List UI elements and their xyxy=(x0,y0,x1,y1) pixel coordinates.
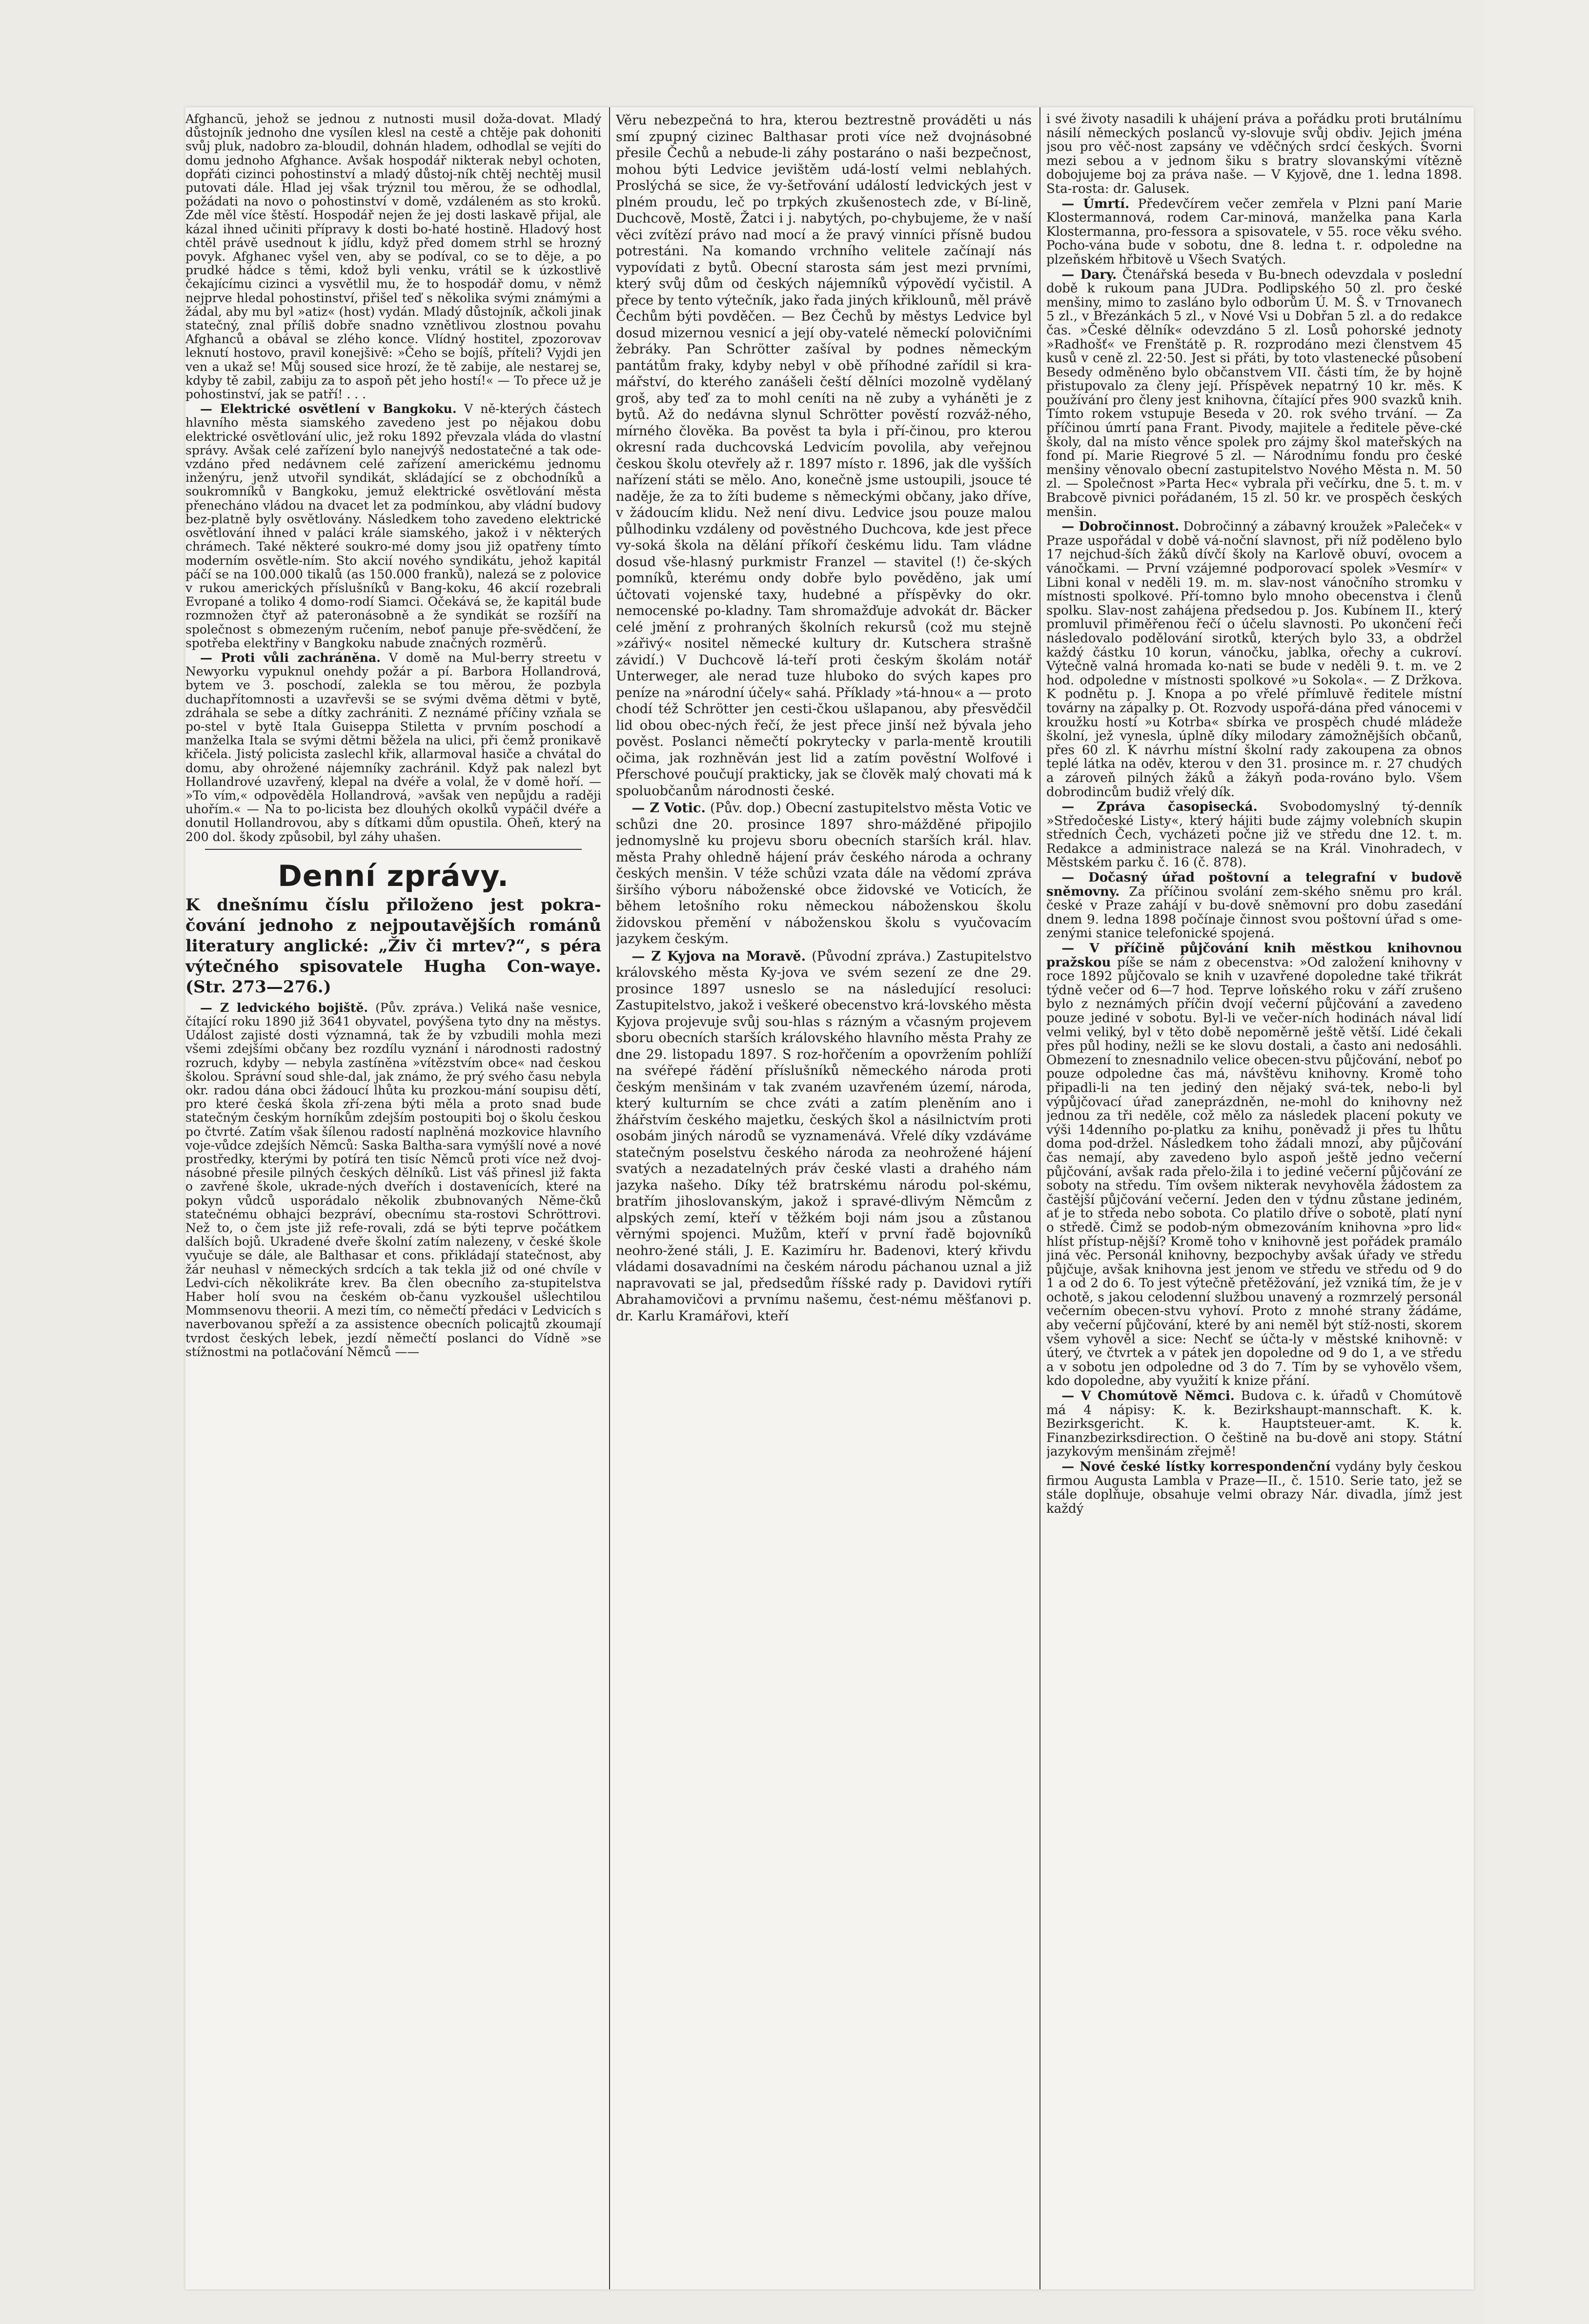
section-title: Denní zprávy. xyxy=(278,859,509,893)
article-obituary xyxy=(1046,197,1462,267)
article-body: píše se nám z obecenstva: »Od založení knihovny v roce 1892 půjčovalo se knih v uzavřené dopoledne také třikrát týdně večer od 6—7 hod. Teprve loňského roku v září zrušeno bylo z neznámých příčin dvojí večerní půjčování a zavedeno pouze jediné v sobotu. Byl-li ve večer-ních hodinách nával lidí velmi veliký, byl v těto době nepoměrně ještě větší. Lidé čekali přes půl hodiny, nežli se ke slovu dostali, a často ani nedosáhli. Obmezení to znesnadnilo velice obecen-stvu půjčování, neboť po pouze odpoledne čas má, návštěvu knihovny. Kromě toho připadli-li na ten jediný den nějaký svá-tek, nebo-li byl výpůjčovací úřad zaneprázdněn, ne-mohl do knihovny než jednou za tři neděle, což mělo za následek placení pokuty ve výši 14denního po-platku za knihu, poněvadž ji přes tu lhůtu doma pod-držel. Následkem toho žádali mnozí, aby půjčování čas nemají, aby zavedeno bylo aspoň ještě jedno večerní půjčování, avšak rada přelo-žila i to jediné večerní půjčování ze soboty na středu. Tím ovšem nikterak nevyhověla žádostem za častější půjčování večerní. Jeden den v týdnu zůstane jediném, ať je to středa nebo sobota. Co platilo dříve o sobotě, platí nyní o středě. Čimž se podob-ným obmezováním knihovna »pro lid« hlíst přístup-nější? Kromě toho v knihovně jest pořádek pramálo jiná věc. Personál knihovny, bezpochyby avšak úřady ve středu půjčuje, avšak knihovna jest jenom ve středu ve středu od 9 do 1 a od 2 do 6. To jest výtečně přetěžování, jež vzniká tím, že je v ochotě, s jakou celodenní službou unavený a rozmrzelý personál večerním obecen-stvu vyhoví. Proto z mnohé strany žádáme, aby večerní půjčování, které by ani neměl být stíž-nosti, skorem všem vyhověl a sice: Nechť se účta-ly v městské knihovně: v úterý, ve čtvrtek a v pátek jen dopoledne od 9 do 1, a ve středu a v sobotu jen odpoledne od 3 do 7. Tím by se vyhovělo všem, kdo dopoledne, aby využití k knize přání. xyxy=(1046,955,1462,1389)
newspaper-page xyxy=(185,107,1474,2289)
article-rescue xyxy=(185,651,601,844)
article-ledvice xyxy=(185,1001,601,1359)
article-charity xyxy=(1046,520,1462,799)
article-heading: — V příčině půjčování knih městkou knihovnou pražskou xyxy=(1046,941,1462,970)
article-kyjov-continued: i své životy nasadili k uhájení práva a pořádku proti brutálnímu násilí německých poslanců vy-slovuje svůj obdiv. Jejich jména jsou pro věč-nost zapsány ve vděčných srdcí českých. Svorni mezi sebou a v jednom šiku s bratry slovanskými vítězně dobojujeme boj za práva naše. — V Kyjově, dne 1. ledna 1898. Sta-rosta: dr. Galusek. xyxy=(1046,112,1462,196)
article-afghan-hospitality: Afghancũ, jehož se jednou z nutnosti musil doža-dovat. Mladý důstojník jednoho dne vysílen klesl na cestě a chtěje pak dohoniti svůj pluk, nadobro za-bloudil, dohnán hladem, odhodlal se vejíti do domu jednoho Afghance. Avšak hospodář nikterak nebyl ochoten, dopřáti cizinci pohostinství a mladý důstoj-ník chtěj nechtěj musil putovati dále. Hlad jej však trýznil tou měrou, že se odhodlal, požádati na novo o pohostinství v domě, vzdáleném as sto kroků. Zde měl více štěstí. Hospodář nejen že jej dosti laskavě přijal, ale kázal ihned učiniti přípravy k dosti bo-haté hostině. Hladový host chtěl právě usednout k jídlu, když před domem strhl se hrozný povyk. Afghanec vyšel ven, aby se podíval, co se to děje, a po prudké hádce s těmi, kdož byli venku, vrátil se k úzkostlivě čekajícímu cizinci a vysvětlil mu, že to hospodář domu, v němž nejprve hledal pohostinství, přišel teď s několika svými známými a žádal, aby mu byl »atiz« (host) vydán. Mladý důstojník, ačkoli jinak statečný, znal příliš dobře snadno vznětlivou zlostnou povahu Afghanců a obával se zlého konce. Vlídný hostitel, zpozorovav leknutí hostovo, pravil konejšivě: »Čeho se bojíš, příteli? Vyjdi jen ven a ukaž se! Můj soused sice hrozí, že tě zabije, ale nestarej se, kdyby tě zabil, zabiju za to aspoň pět jeho hostí!« — To přece už je pohostinství, jak se patří! . . . xyxy=(185,112,601,402)
article-heading: — Zpráva časopisecká. xyxy=(1061,800,1258,815)
article-votice xyxy=(616,800,1032,947)
article-bangkok-lighting xyxy=(185,402,601,650)
article-body: Dobročinný a zábavný kroužek »Paleček« v Praze uspořádal v době vá-noční slavnost, při níž poděleno bylo 17 nejchud-ších žáků dívčí školy na Karlově obuví, ovocem a vánočkami. — První vzájemné podporovací spolek »Vesmír« v Libni konal v neděli 19. m. m. slav-nost vánočního stromku v místnosti spolkové. Pří-tomno bylo mnoho obecenstva i členů spolku. Slav-nost zahájena předsedou p. Jos. Kubínem II., který promluvil přiměřenou řečí o účelu slavnosti. Po ukončení řeči následovalo podělování sirotků, kterých bylo 33, a obdržel každý částku 10 korun, vánočku, jablka, ořechy a cukroví. Výtečně valná hromada ko-nati se bude v neděli 9. t. m. ve 2 hod. odpoledne v místnosti spolkové »u Sokola«. — Z Držkova. K podnětu p. J. Knopa a po vřelé přímluvě ředitele místní továrny na zápalky p. Ot. Rozvody uspořá-dána před vánocemi v kroužku hostí »u Kotrba« sbírka ve prospěch chudé mládeže školní, jež vynesla, úplně díky milodary zámožnějších občanů, přes 60 zl. K návrhu místní školní rady zakoupena za obnos teplé látka na oděv, kterou v den 31. prosince m. r. 27 chudých a zároveň pilných žáků a žákyň poda-rováno bylo. Všem dobrodincům budiž vřelý dík. xyxy=(1046,519,1462,800)
article-body: V ně-kterých částech hlavního města siamského zavedeno jest po nějakou dobu elektrické osvětlování ulic, jež roku 1892 převzala vláda do vlastní správy. Avšak celé zařízení bylo nanejvýš nedostatečné a tak ode-vzdáno před nedávnem celé zařízení americkému jednomu inženýru, jenž utvořil syndikát, skládající se z obchodníků a soukromníků v Bangkoku, jemuž elektrické osvětlování města přenecháno vládou na dvacet let za podmínkou, aby vládní budovy bez-platně byly osvětlovány. Následkem toho zavedeno elektrické osvětlování ihned v paláci krále siamského, jakož i v některých chrámech. Také některé soukro-mé domy jsou již opatřeny tímto moderním osvětle-ním. Sto akcií nového syndikátu, jehož kapitál páčí se na 100.000 tikalů (as 150.000 franků), nalezá se z polovice v rukou amerických příslušníků v Bang-koku, 46 akcií rozebrali Evropané a toliko 4 domo-rodí Siamci. Očekává se, že kapitál bude rozmnožen čtyř až pateronásobně a že syndikát se rozšíří na společnost s obmezeným ručením, neboť panuje pře-svědčení, že spotřeba elektřiny v Bangkoku nabude značných rozměrů. xyxy=(185,402,601,650)
article-press-notice xyxy=(1046,800,1462,870)
article-post-office xyxy=(1046,871,1462,941)
article-heading: — Dobročinnost. xyxy=(1061,519,1180,535)
article-body: (Pův. dop.) Obecní zastupitelstvo města Votic ve schůzi dne 20. prosince 1897 shro-mážděné připojilo jednomyslně ku projevu sboru obecních starších král. hlav. města Prahy ohledně hájení práv českého národa a ochrany českých menšin. V téže schůzi vzata dále na vědomí zpráva širšího výboru náboženské obce židovské ve Voticích, že během letošního roku německou náboženskou školu židovskou přemění v náboženskou školu s vyučovacím jazykem českým. xyxy=(616,801,1032,946)
article-heading: — Nové české lístky korrespondenční xyxy=(1061,1460,1331,1474)
section-divider xyxy=(205,849,582,850)
article-library xyxy=(1046,942,1462,1388)
article-kyjov xyxy=(616,948,1032,1325)
article-body: Budova c. k. úřadů v Chomútově má 4 nápisy: K. k. Bezirkshaupt-mannschaft. K. k. Bezirksgericht. K. k. Hauptsteuer-amt. K. k. Finanzbezirksdirection. O češtině na bu-dově ani stopy. Státní jazykovým menšinám zřejmě! xyxy=(1046,1389,1462,1460)
article-body: (Původní zpráva.) Zastupitelstvo královského města Ky-jova ve svém sezení ze dne 29. prosince 1897 usneslo se na následující resoluci: Zastupitelstvo, jakož i veškeré obecenstvo krá-lovského města Kyjova projevuje svůj sou-hlas s rázným a včasným projevem sboru obecních starších královského hlavního města Prahy ze dne 29. listopadu 1897. S roz-hořčením a opovržením pohlíží na svéřepé řádění příslušníků německého národa proti českým menšinám v tak zvaném uzavřeném území, národa, který kulturním se chce zváti a zatím pleněním ano i žhářstvím českého majetku, českých škol a násilnictvím proti osobám jiných národů se vyznamenává. Vřelé díky vzdáváme statečným poselstvu českého národa za neohrožené hájení svatých a nezadatelných práv české vlasti a drahého nám jazyka našeho. Díky též bratrskému národu pol-skému, bratřím jihoslovanským, jakož i spravé-dlivým Němcům z alpských zemí, kteří v těžkém boji nám jsou a zůstanou věrnými spojenci. Mužům, kteří v první řadě bojovníků neohro-žené stáli, J. E. Kazimíru hr. Badenovi, který křivdu vládami dosavadními na českém národu páchanou uznal a již napravovati se jal, předsedům říšské rady p. Davidovi rytíři Abrahamovičovi a prvnímu našemu, čest-nému měšťanovi p. dr. Karlu Kramářovi, kteří xyxy=(616,948,1032,1324)
article-gifts xyxy=(1046,268,1462,519)
article-body: Čtenářská beseda v Bu-bnech odevzdala v poslední době k rukoum pana JUDra. Podlipského 50 zl. pro české menšiny, mimo to zasláno bylo odborům Ú. M. Š. v Trnovanech 5 zl., v Březánkách 5 zl., v Nové Vsi u Dobřan 5 zl. a do redakce čas. »České dělník« odevzdáno 5 zl. Losů pohorské jednoty »Radhošť« ve Frenštátě p. R. rozprodáno mezi členstvem 45 kusů v ceně zl. 22·50. Jest si přáti, by toto vlastenecké působení Besedy odměněno bylo občanstvem VII. části tím, že by hojně přistupovalo za členy její. Příspěvek nepatrný 10 kr. měs. K používání pro členy jest knihovna, čítající přes 900 svazků knih. Tímto rokem vstupuje Beseda v 20. rok svého trvání. — Za příčinou úmrtí pana Frant. Pivody, majitele a ředitele pěve-cké školy, dal na místo věnce spolek pro zájmy škol mateřských na fond pí. Marie Riegrové 5 zl. — Národnímu fondu pro české menšiny věnovalo obecní zastupitelstvo Nového Města n. M. 50 zl. — Společnost »Parta Hec« vybrala při večírku, dne 5. t. m. v Brabcově pivnici pořádaném, 15 zl. 50 kr. ve prospěch českých menšin. xyxy=(1046,267,1462,519)
article-heading: — Úmrtí. xyxy=(1061,196,1130,211)
page-margin xyxy=(1484,0,1589,2324)
article-body: Za příčinou svolání zem-ského sněmu pro král. české v Praze zahájí v bu-dově sněmovní pro dobu zasedání dnem 9. ledna 1898 počínaje činnost svou poštovní úřad s ome-zenými stanice telefonické spojená. xyxy=(1046,884,1462,941)
column-1 xyxy=(185,112,601,2280)
article-heading: — Proti vůli zachráněna. xyxy=(200,650,381,665)
article-postcards xyxy=(1046,1460,1462,1516)
column-2 xyxy=(616,112,1032,2280)
article-heading: — Z Kyjova na Moravě. xyxy=(632,948,806,964)
article-body: Svobodomyslný tý-denník »Středočeské Listy«, který hájiti bude zájmy volebních skupin středních Čech, vycházeti počne již ve středu dne 12. t. m. Redakce a administrace nalezá se na Král. Vinohradech, v Městském parku č. 16 (č. 878). xyxy=(1046,800,1462,870)
article-heading: — Elektrické osvětlení v Bangkoku. xyxy=(200,402,457,416)
article-body: (Pův. zpráva.) Veliká naše vesnice, čítající roku 1890 již 3641 obyvatel, povýšena tyto dny na městys. Událost zajisté dosti významná, tak že by vzbudili mohla mezi všemi zdejšími občany bez rozdílu vyznání i národnosti radostný rozruch, kdyby — nebyla zastíněna »vítězstvím obce« nad českou školou. Správní soud shle-dal, jak známo, že prý svého času nebyla okr. radou dána obci žádoucí lhůta ku prozkou-mání soupisu dětí, pro které česká škola zří-zena býti měla a proto snad bude statečným českým horníkům zdejším postoupiti boj o školu českou po čtvrté. Zatím však šílenou radostí naplněná mozkovice hlavního voje-vůdce zdejších Němců: Saska Baltha-sara vymýšlí nové a nové prostředky, kterými by potírá ten tisíc Němců proti více než dvoj-násobné přesile pilných českých dělníků. List váš přinesl již fakta o zavřené škole, ukrade-ných dveřích i dostavenících, které na pokyn vůdců usporádalo několik zbubnovaných Něme-čků statečnému obhajci bezpráví, obecnímu sta-rostovi Schröttrovi. Než to, o čem jste již refe-rovali, zdá se býti teprve počátkem dalších bojů. Ukradené dveře školní zatím nalezeny, v české škole vyučuje se dále, ale Balthasar et cons. přikládají statečnost, aby žár neuhasl v německých srdcích a tak tekla již od oné chvíle v Ledvi-cích několikráte krev. Ba člen obecního za-stupitelstva Haber holí svou na českém ob-čanu vyzkoušel ušlechtilou Mommsenovu theorii. A mezi tím, co němečtí předáci v Ledvicích s naverbovanou spřeží a za assistence obecních policajtů zkoumají tvrdost českých lebek, jezdí němečtí poslanci do Vídně »se stížnostmi na potlačování Němců —— xyxy=(185,1000,601,1359)
article-heading: — Dočasný úřad poštovní a telegrafní v budově sněmovny. xyxy=(1046,870,1462,899)
article-chomutov xyxy=(1046,1389,1462,1459)
article-ledvice-continued: Věru nebezpečná to hra, kterou beztrestně prováděti u nás smí zpupný cizinec Balthasar proti více než dvojnásobné přesile Čechů a nebude-li záhy postaráno o naši bezpečnost, mohou býti Ledvice jevištěm udá-lostí velmi neblahých. Proslýchá se sice, že vy-šetřování událostí ledvických jest v plném proudu, leč po trpkých zkušenostech zde, v Bí-lině, Duchcově, Mostě, Žatci i j. nabytých, po-chybujeme, že v naší věci zvítězí právo nad mocí a že pravý vinníci přísně budou potrestáni. Na komando vrchního velitele začínají nás vypovídati z bytů. Obecní starosta sám jest mezi prvními, který svůj dům od českých nájemníků výpovědí vyčistil. A přece by tento výtečník, jako řada jiných křiklounů, měl právě Čechům býti povděčen. — Bez Čechů by městys Ledvice byl dosud mizernou vesnicí a její oby-vatelé německí polovičními žebráky. Pan Schrötter zašíval by podnes německým pantátům fraky, kdyby nebyl v obě příhodné zařídil si kra-mářství, do kterého zanášeli čeští dělníci mozolně vydělaný groš, aby teď za to mohl ceníti na ně zuby a vyháněti je z bytů. Až do nedávna slynul Schrötter pověstí rozváž-ného, mírného člověka. Ba pověst ta byla i pří-činou, pro kterou okresní rada duchcovská Ledvicím povolila, aby veřejnou českou školu otevřely až r. 1897 místo r. 1896, jak dle vyšších nařízení státi se mělo. Ano, konečně jsme ustoupili, jsouce té naděje, že za to žíti budeme s německými občany, jako dříve, v žádoucím klidu. Než není divu. Ledvice jsou pouze malou půlhodinku vzdáleny od pověstného Duchcova, kde jest přece vy-soká škola na dělání příkoří českému lidu. Tam vládne dosud vše-hlasný purkmistr Franzel — stavitel (!) če-ských pomníků, kterému ondy dobře bylo pověděno, jak umí účtovati vojenské taxy, hudebné a příspěvky do okr. nemocenské po-kladny. Tam shromažďuje advokát dr. Bäcker celé jmění z prohraných školních rekursů (což mu stejně »zářivý« nositel německé kultury dr. Kutschera strašně závidí.) V Duchcově lá-teří proti českým školám notář Unterweger, ale nerad tuze hluboko do svých kapes pro peníze na »národní účely« sahá. Příklady »tá-hnou« a — proto chodí též Schrötter jen cesti-čkou ušlapanou, aby přesvědčil lid obou obec-ných řečí, že jest přece jinší než bývala jeho pověst. Poslanci němečtí pokrytecky v parla-mentě kroutili očima, jak rozhněván jest lid a zatím pověstní Wolfové i Pferschové poučují prakticky, jak se člověk malý chovati má k spoluobčanům národnosti české. xyxy=(616,113,1032,799)
article-heading: — V Chomútově Němci. xyxy=(1061,1389,1235,1404)
article-heading: — Z Votic. xyxy=(632,801,706,816)
column-rule xyxy=(1039,107,1040,2289)
article-heading: — Z ledvického bojiště. xyxy=(200,1000,368,1015)
article-body: V domě na Mul-berry streetu v Newyorku vypuknul onehdy požár a pí. Barbora Hollandrová, bytem ve 3. poschodí, zalekla se tou měrou, že pozbyla duchapřítomnosti a uzavřevši se se svými dvěma dětmi v bytě, zdráhala se sebe a dítky zachrániti. Z neznámé příčiny vzňala se po-stel v bytě Itala Guiseppa Stiletta v prvním poschodí a manželka Itala se svými dětmi běžela na ulici, při čemž pronikavě křičela. Jistý policista zaslechl křik, allarmoval hasiče a chvátal do domu, aby ohrožené nájemníky zachránil. Když pak nalezl byt Hollandrové uzavřený, klepal na dvéře a volal, že v domě hoří. — »To vím,« odpověděla Hollandrová, »avšak ven nepůjdu a raději uhořím.« — Na to po-licista bez dlouhých okolků vypáčil dvéře a donutil Hollandrovou, aby s dítkami dům opustila. Oheň, který na 200 dol. škody způsobil, byl záhy uhašen. xyxy=(185,650,601,844)
article-heading: — Dary. xyxy=(1061,267,1117,282)
article-body: vydány byly českou firmou Augusta Lambla v Praze—II., č. 1510. Serie tato, jež se stále doplňuje, obsahuje velmi obrazy Nár. divadla, jímž jest každý xyxy=(1046,1460,1462,1516)
article-body: Předevčírem večer zemřela v Plzni paní Marie Klostermannová, rodem Car-minová, manželka pana Karla Klostermanna, pro-fessora a spisovatele, v 55. roce věku svého. Pocho-vána bude v sobotu, dne 8. ledna t. r. odpoledne na plzeňském hřbitově u Všech Svatých. xyxy=(1046,196,1462,267)
column-3 xyxy=(1046,112,1462,2280)
lead-notice: K dnešnímu číslu přiloženo jest pokra-čování jednoho z nejpoutavějších románů literatury anglické: „Živ či mrtev?“, s péra výtečného spisovatele Hugha Con-waye. (Str. 273—276.) xyxy=(185,895,601,997)
column-rule xyxy=(609,107,610,2289)
